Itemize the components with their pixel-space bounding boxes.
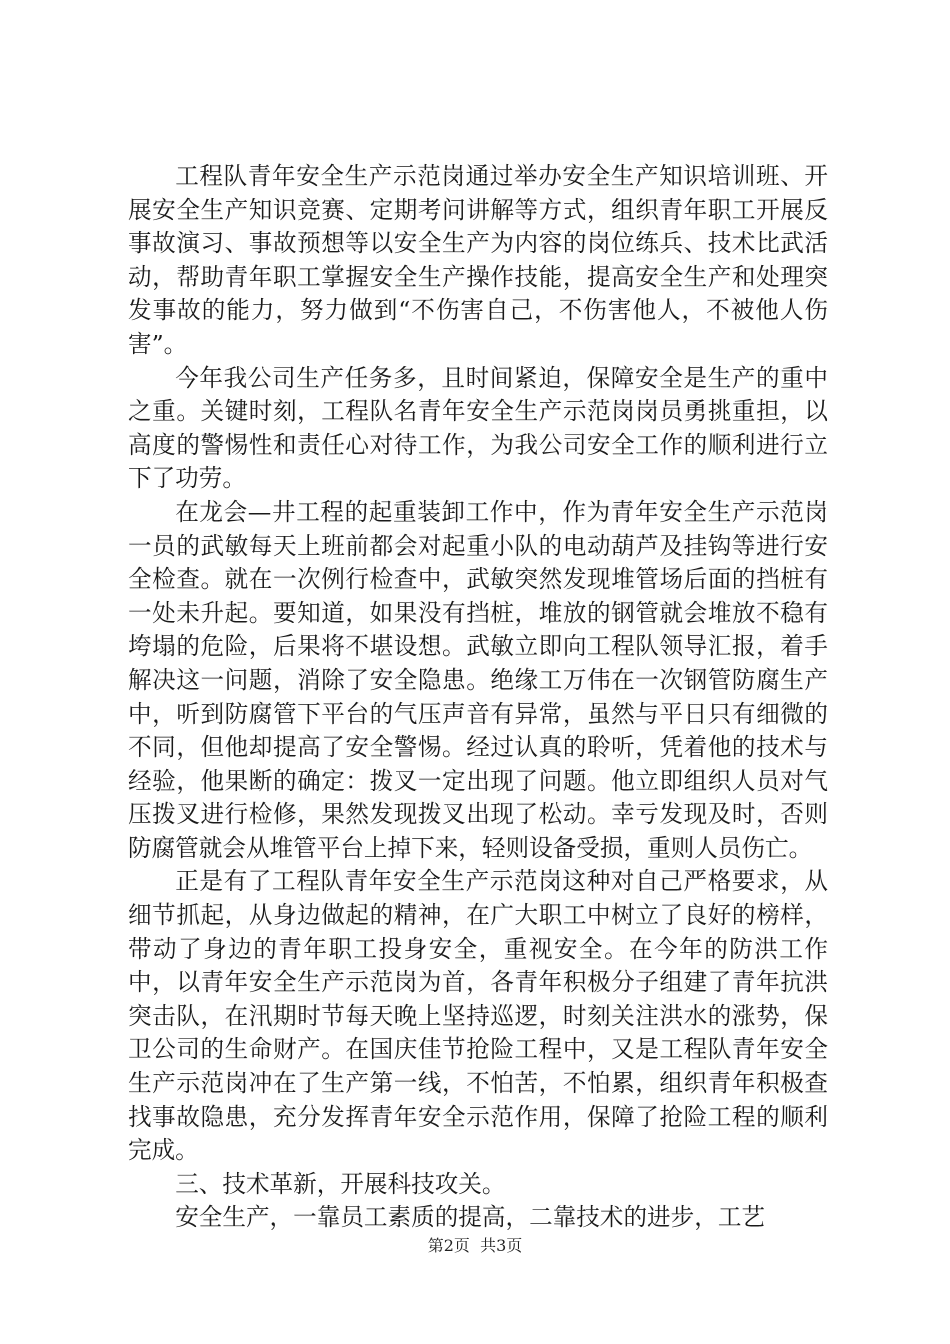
document-body: [128, 160, 828, 1235]
paragraph-3: 在龙会—井工程的起重装卸工作中，作为青年安全生产示范岗一员的武敏每天上班前都会对起重小队的电动葫芦及挂钩等进行安全检查。就在一次例行检查中，武敏突然发现堆管场后面的挡桩有一处未升起。要知道，如果没有挡桩，堆放的钢管就会堆放不稳有垮塌的危险，后果将不堪设想。武敏立即向工程队领导汇报，着手解决这一问题，消除了安全隐患。绝缘工万伟在一次钢管防腐生产中，听到防腐管下平台的气压声音有异常，虽然与平日只有细微的不同，但他却提高了安全警惕。经过认真的聆听，凭着他的技术与经验，他果断的确定：拨叉一定出现了问题。他立即组织人员对气压拨叉进行检修，果然发现拨叉出现了松动。幸亏发现及时，否则防腐管就会从堆管平台上掉下来，轻则设备受损，重则人员伤亡。: [128, 497, 828, 862]
section-heading: 三、技术革新，开展科技攻关。: [175, 1169, 506, 1198]
paragraph-2: 今年我公司生产任务多，且时间紧迫，保障安全是生产的重中之重。关键时刻，工程队名青年安全生产示范岗岗员勇挑重担，以高度的警惕性和责任心对待工作，为我公司安全工作的顺利进行立下了功劳。: [128, 363, 828, 493]
page-footer: [0, 1236, 950, 1256]
page-number: 第2页 共3页: [427, 1236, 523, 1255]
paragraph-5: 安全生产，一靠员工素质的提高，二靠技术的进步，工艺: [175, 1203, 766, 1232]
paragraph-1: 工程队青年安全生产示范岗通过举办安全生产知识培训班、开展安全生产知识竞赛、定期考问讲解等方式，组织青年职工开展反事故演习、事故预想等以安全生产为内容的岗位练兵、技术比武活动，帮助青年职工掌握安全生产操作技能，提高安全生产和处理突发事故的能力，努力做到“不伤害自己，不伤害他人，不被他人伤害”。: [128, 162, 828, 358]
paragraph-4: 正是有了工程队青年安全生产示范岗这种对自己严格要求，从细节抓起，从身边做起的精神，在广大职工中树立了良好的榜样，带动了身边的青年职工投身安全，重视安全。在今年的防洪工作中，以青年安全生产示范岗为首，各青年积极分子组建了青年抗洪突击队，在汛期时节每天晚上坚持巡逻，时刻关注洪水的涨势，保卫公司的生命财产。在国庆佳节抢险工程中，又是工程队青年安全生产示范岗冲在了生产第一线，不怕苦，不怕累，组织青年积极查找事故隐患，充分发挥青年安全示范作用，保障了抢险工程的顺利完成。: [128, 867, 828, 1165]
